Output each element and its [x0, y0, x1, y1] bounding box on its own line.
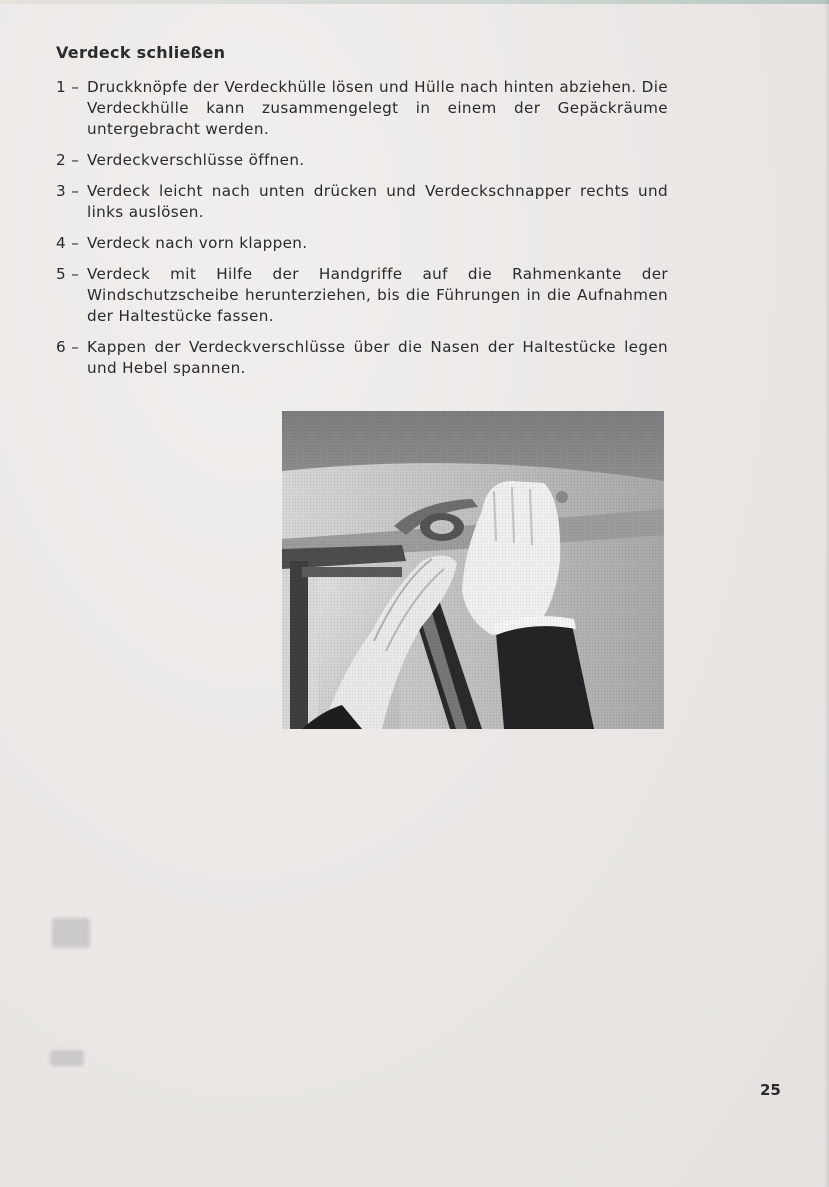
step-text: Druckknöpfe der Verdeckhülle lösen und Hülle nach hinten abziehen. Die Verdeckhülle kann zusammengelegt in einem der Gepäckräume untergebracht werden.	[87, 78, 668, 138]
step-number: 1 –	[56, 78, 80, 96]
step-number: 3 –	[56, 182, 80, 200]
instruction-step-5	[56, 264, 668, 327]
step-number: 2 –	[56, 151, 80, 169]
step-number: 5 –	[56, 265, 80, 283]
instruction-step-3	[56, 181, 668, 223]
step-number: 6 –	[56, 338, 80, 356]
hands-closing-roof-latch-illustration	[282, 411, 664, 729]
page-top-edge	[0, 0, 829, 4]
page-right-edge	[824, 0, 829, 1187]
instruction-photo	[282, 411, 664, 729]
page-number: 25	[760, 1081, 781, 1099]
step-text: Verdeckverschlüsse öffnen.	[87, 151, 305, 169]
instruction-step-1	[56, 77, 668, 140]
step-text: Verdeck mit Hilfe der Handgriffe auf die Rahmenkante der Windschutzscheibe herunterziehen, bis die Führungen in die Aufnahmen der Haltestücke fassen.	[87, 265, 668, 325]
paper-smudge	[50, 1050, 84, 1066]
instruction-step-4	[56, 233, 668, 254]
instruction-step-2	[56, 150, 668, 171]
section-title: Verdeck schließen	[56, 43, 226, 62]
step-text: Kappen der Verdeckverschlüsse über die Nasen der Haltestücke legen und Hebel spannen.	[87, 338, 668, 377]
step-text: Verdeck nach vorn klappen.	[87, 234, 308, 252]
instruction-list	[56, 77, 668, 389]
step-number: 4 –	[56, 234, 80, 252]
instruction-step-6	[56, 337, 668, 379]
paper-smudge	[52, 918, 90, 948]
step-text: Verdeck leicht nach unten drücken und Verdeckschnapper rechts und links auslösen.	[87, 182, 668, 221]
